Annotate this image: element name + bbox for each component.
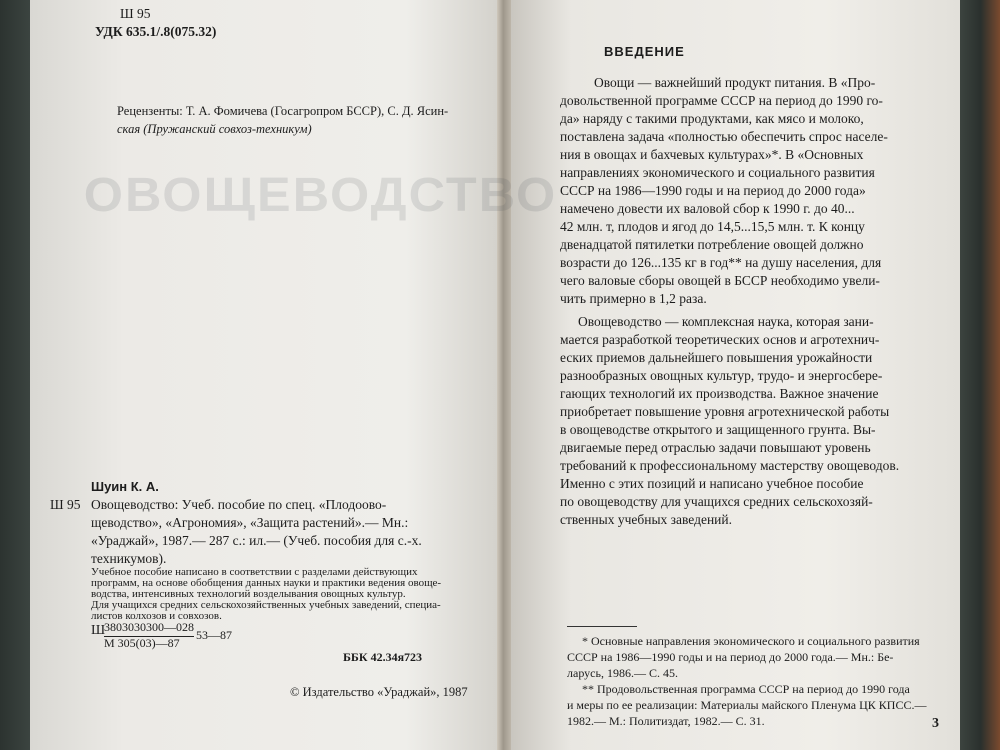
reviewers-line-2: ская (Пружанский совхоз-техникум) xyxy=(117,122,312,136)
body-line: приобретает повышение уровня агротехнической работы xyxy=(560,404,890,419)
footnote-line: ** Продовольственная программа СССР на период до 1990 года xyxy=(582,682,910,696)
book-spine xyxy=(497,0,511,750)
annotation-line: листов колхозов и совхозов. xyxy=(91,610,222,622)
body-line: чить примерно в 1,2 раза. xyxy=(560,291,707,306)
body-line: Именно с этих позиций и написано учебное пособие xyxy=(560,476,864,491)
body-line: да» наряду с такими продуктами, как мясо и молоко, xyxy=(560,111,864,126)
footnote-line: ларусь, 1986.— С. 45. xyxy=(567,666,678,680)
body-line: требований к профессиональному мастерству овощеводов. xyxy=(560,458,900,473)
formula-numerator: 3803030300—028 xyxy=(104,618,194,637)
footnote-line: и меры по ее реализации: Материалы майского Пленума ЦК КПСС.— xyxy=(567,698,927,712)
body-line: чего валовые сборы овощей в БССР необходимо увели- xyxy=(560,273,880,288)
body-line: мается разработкой теоретических основ и агротехнич- xyxy=(560,332,880,347)
body-line: СССР на 1986—1990 годы и на период до 2000 года» xyxy=(560,183,866,198)
body-line: Овощи — важнейший продукт питания. В «Про- xyxy=(594,75,876,90)
body-line: ния в овощах и бахчевых культурах»*. В «Основных xyxy=(560,147,864,162)
formula-denominator: М 305(03)—87 xyxy=(104,636,180,650)
formula-right: 53—87 xyxy=(196,628,232,642)
body-line: направлениях экономического и социального развития xyxy=(560,165,875,180)
catalog-line: «Ураджай», 1987.— 287 с.: ил.— (Учеб. пособия для с.-х. xyxy=(91,533,422,548)
annotation-line: Для учащихся средних сельскохозяйственных учебных заведений, специа- xyxy=(91,599,441,611)
catalog-code-top: Ш 95 xyxy=(120,6,151,21)
footnote-line: СССР на 1986—1990 годы и на период до 2000 года.— Мн.: Бе- xyxy=(567,650,894,664)
body-line: по овощеводству для учащихся средних сельскохозяй- xyxy=(560,494,873,509)
body-line: поставлена задача «полностью обеспечить спрос населе- xyxy=(560,129,888,144)
page-number: 3 xyxy=(932,716,939,731)
footnote-line: * Основные направления экономического и социального развития xyxy=(582,634,920,648)
body-line: в овощеводстве открытого и защищенного грунта. Вы- xyxy=(560,422,876,437)
body-line: двигаемые перед отраслью задачи повышают уровень xyxy=(560,440,871,455)
catalog-author: Шуин К. А. xyxy=(91,479,159,494)
footnote-rule xyxy=(567,626,637,627)
footnote-line: 1982.— М.: Политиздат, 1982.— С. 31. xyxy=(567,714,765,728)
body-line: разнообразных овощных культур, трудо- и энергосбере- xyxy=(560,368,883,383)
formula-prefix: Ш xyxy=(91,623,106,638)
body-line: еских приемов дальнейшего повышения урожайности xyxy=(560,350,873,365)
catalog-code: Ш 95 xyxy=(50,497,81,512)
body-line: Овощеводство — комплексная наука, которая зани- xyxy=(578,314,874,329)
bbk-code: ББК 42.34я723 xyxy=(343,650,423,664)
body-line: возрасти до 126...135 кг в год** на душу населения, для xyxy=(560,255,882,270)
copyright: © Издательство «Ураджай», 1987 xyxy=(290,685,468,699)
reviewers-line-1: Рецензенты: Т. А. Фомичева (Госагропром БССР), С. Д. Ясин- xyxy=(117,104,449,118)
catalog-line: щеводство», «Агрономия», «Защита растений».— Мн.: xyxy=(91,515,409,530)
annotation-line: Учебное пособие написано в соответствии с разделами действующих xyxy=(91,566,418,578)
annotation-line: программ, на основе обобщения данных науки и практики ведения овоще- xyxy=(91,577,442,589)
body-line: намечено довести их валовой сбор к 1990 г. до 40... xyxy=(560,201,855,216)
body-line: двенадцатой пятилетки потребление овощей должно xyxy=(560,237,864,252)
body-line: довольственной программе СССР на период до 1990 го- xyxy=(560,93,883,108)
body-line: гающих технологий их производства. Важное значение xyxy=(560,386,879,401)
body-line: ственных учебных заведений. xyxy=(560,512,732,527)
annotation-line: водства, интенсивных технологий возделывания овощных культур. xyxy=(91,588,406,600)
chapter-heading: ВВЕДЕНИЕ xyxy=(604,44,685,59)
catalog-line: техникумов). xyxy=(91,551,167,566)
udc-code: УДК 635.1/.8(075.32) xyxy=(95,24,217,39)
catalog-line: Овощеводство: Учеб. пособие по спец. «Плодоово- xyxy=(91,497,387,512)
body-line: 42 млн. т, плодов и ягод до 14,5...15,5 млн. т. К концу xyxy=(560,219,865,234)
